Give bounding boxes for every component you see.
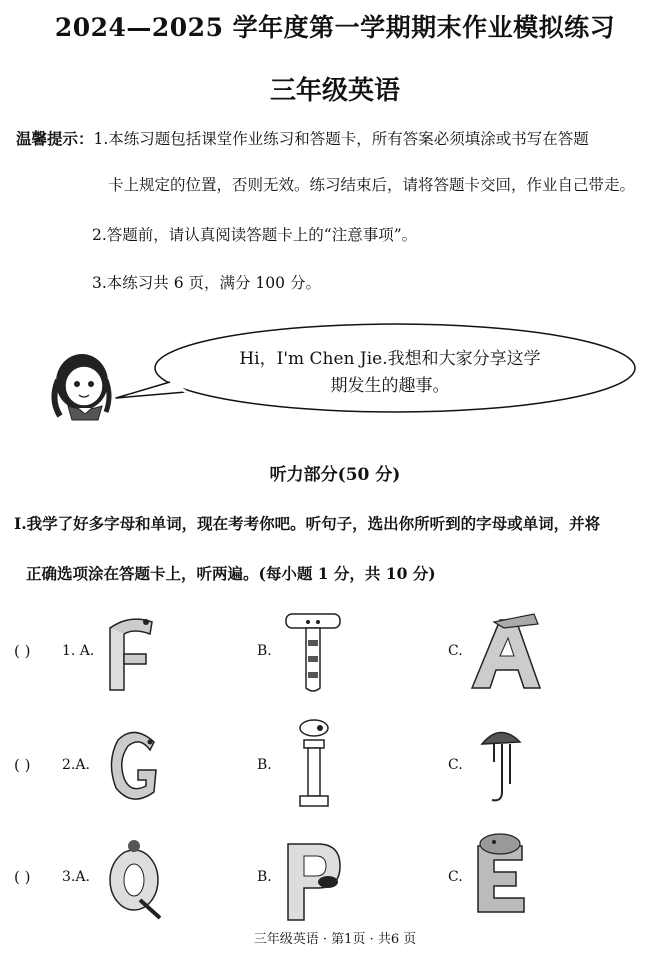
note-1: 1.本练习题包括课堂作业练习和答题卡，所有答案必须填涂或书写在答题 xyxy=(93,130,589,148)
page-title: 2024—2025 学年度第一学期期末作业模拟练习 xyxy=(54,13,616,42)
note-1-continued: 卡上规定的位置，否则无效。练习结束后，请将答题卡交回，作业自己带走。 xyxy=(108,176,636,194)
instruction-line-1: I.我学了好多字母和单词，现在考考你吧。听句子，选出你所听到的字母或单词，并将 xyxy=(14,514,601,533)
option-c-label: C. xyxy=(448,757,463,773)
note-3: 3.本练习共 6 页，满分 100 分。 xyxy=(92,274,321,292)
listening-section-title: 听力部分(50 分) xyxy=(269,465,401,485)
girl-icon xyxy=(54,354,109,420)
letter-f-picture-icon xyxy=(100,612,164,694)
answer-paren[interactable]: ( ) xyxy=(14,756,31,774)
option-b-label: B. xyxy=(257,757,272,773)
option-b-label: B. xyxy=(257,869,272,885)
question-number: 3.A. xyxy=(62,869,90,885)
bubble-text xyxy=(200,346,580,400)
letter-t-picture-icon xyxy=(280,608,346,696)
note-2: 2.答题前，请认真阅读答题卡上的“注意事项”。 xyxy=(92,226,418,244)
speech-section xyxy=(0,320,670,430)
answer-paren[interactable]: ( ) xyxy=(14,868,31,886)
letter-j-picture-icon xyxy=(472,722,532,808)
letter-e-picture-icon xyxy=(470,832,530,916)
notes-label: 温馨提示： xyxy=(16,129,94,148)
page-footer: 三年级英语 · 第1页 · 共6 页 xyxy=(253,932,417,947)
option-b-label: B. xyxy=(257,643,272,659)
option-c-label: C. xyxy=(448,643,463,659)
answer-paren[interactable]: ( ) xyxy=(14,642,31,660)
letter-g-picture-icon xyxy=(104,722,166,810)
question-1 xyxy=(0,600,670,710)
letter-p-picture-icon xyxy=(280,832,344,924)
letter-q-picture-icon xyxy=(104,832,168,922)
letter-i-picture-icon xyxy=(290,718,340,810)
bubble-line-1: Hi，I'm Chen Jie.我想和大家分享这学 xyxy=(239,349,541,369)
letter-a-picture-icon xyxy=(464,610,544,694)
option-c-label: C. xyxy=(448,869,463,885)
question-3 xyxy=(0,820,670,930)
bubble-line-2: 期发生的趣事。 xyxy=(330,376,450,396)
question-number: 2.A. xyxy=(62,757,90,773)
question-2 xyxy=(0,712,670,822)
instruction-line-2: 正确选项涂在答题卡上，听两遍。(每小题 1 分，共 10 分) xyxy=(26,564,436,583)
question-number: 1. A. xyxy=(62,643,95,659)
page-subtitle: 三年级英语 xyxy=(269,76,400,106)
